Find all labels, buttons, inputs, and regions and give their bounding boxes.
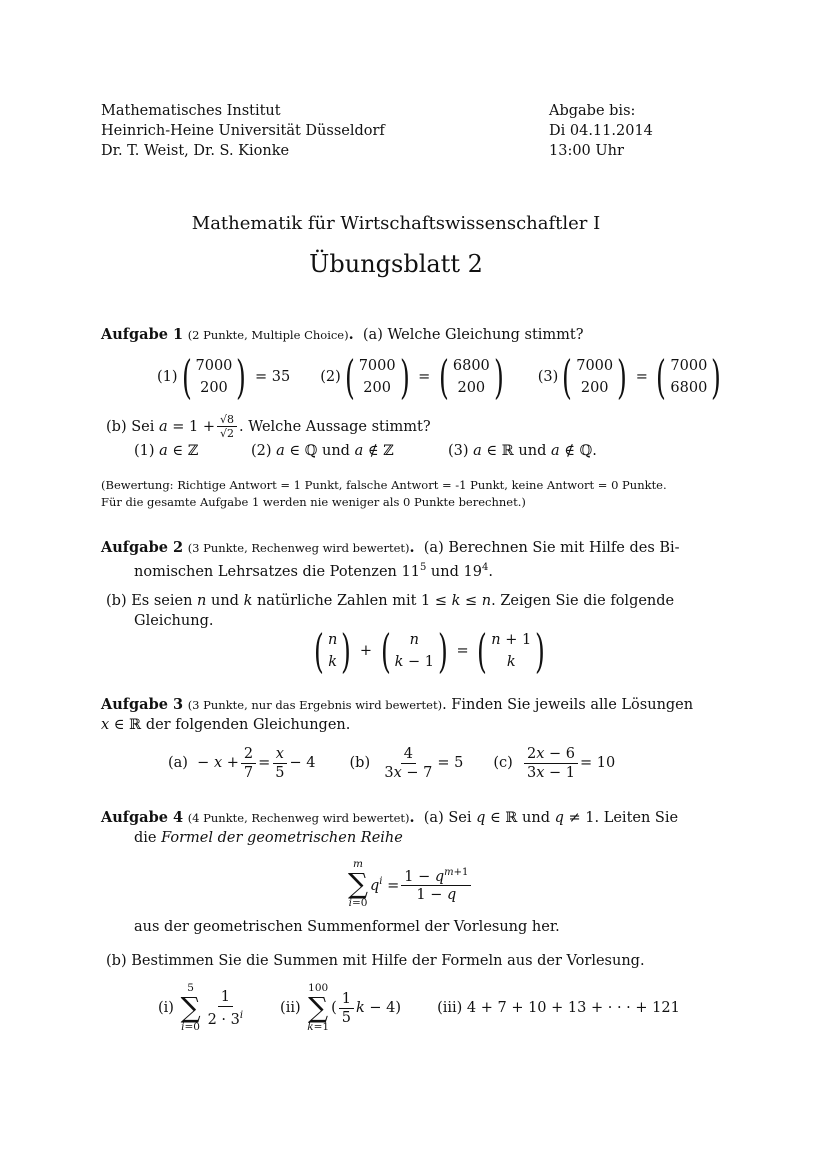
task1a-options: (1) ( 7000 200 ) = 35 (2) ( 7000 200 ) = ( 6800 200 ) (3) ( 7000 200 ) = ( 7000 6800 ) [157,350,722,404]
task2-heading: Aufgabe 2 (3 Punkte, Rechenweg wird bewertet). (a) Berechnen Sie mit Hilfe des Bi- [101,539,680,556]
task1-label: Aufgabe 1 [101,326,184,343]
sheet-title: Übungsblatt 2 [309,250,483,278]
course-title: Mathematik für Wirtschaftswissenschaftler I [191,213,601,234]
deadline-date: Di 04.11.2014 [549,123,653,139]
task2b-line1: (b) Es seien n und k natürliche Zahlen mit 1 ≤ k ≤ n. Zeigen Sie die folgende [106,593,675,609]
binom-7000-200: ( 7000 200 ) [181,350,247,404]
option-2: (2) [320,369,341,385]
deadline-time: 13:00 Uhr [549,143,624,159]
task1-meta: (2 Punkte, Multiple Choice) [187,328,349,342]
task2a-line2: nomischen Lehrsatzes die Potenzen $11^5$ und $19^4$. [134,562,493,580]
university: Heinrich-Heine Universität Düsseldorf [101,123,385,139]
option-3: (3) [537,369,559,385]
task2b-equation: ( n k ) + ( n k − 1 ) = ( n + 1 k ) [314,624,546,678]
task1b-line: (b) Sei a = 1 + $\frac{√8}{√2}$ . Welche Aussage stimmt? [106,413,431,440]
option-1: (1) [157,369,178,385]
task1b-options: (1) a ∈ ℤ (2) a ∈ ℚ und a ∉ ℤ (3) a ∈ ℝ und a ∉ ℚ. [134,443,597,459]
task1-heading: Aufgabe 1 (2 Punkte, Multiple Choice). (a) Welche Gleichung stimmt? [101,326,584,343]
task4-heading: Aufgabe 4 (4 Punkte, Rechenweg wird bewertet). (a) Sei q ∈ ℝ und q ≠ 1. Leiten Sie [101,809,679,826]
deadline-label: Abgabe bis: [549,103,636,119]
task3-line2: x ∈ ℝ der folgenden Gleichungen. [101,717,351,733]
header-right [549,101,653,161]
task3-heading: Aufgabe 3 (3 Punkte, nur das Ergebnis wird bewertet). Finden Sie jeweils alle Lösungen [101,696,694,713]
geometric-series-formula: m ∑ i=0 $q^i$ = $\frac{1 - q^{m+1}}{1 - q}$ [346,856,473,912]
institute: Mathematisches Institut [101,103,281,119]
task2b-line2: Gleichung. [134,613,214,629]
grading-note: (Bewertung: Richtige Antwort = 1 Punkt, falsche Antwort = -1 Punkt, keine Antwort = 0 Punkte. Für die gesamte Aufgabe 1 werden nie weniger als 0 Punkte berechnet.) [101,478,667,509]
task1a-question: (a) Welche Gleichung stimmt? [362,327,584,343]
task4a-line2: die Formel der geometrischen Reihe [134,830,403,846]
task4b-line: (b) Bestimmen Sie die Summen mit Hilfe der Formeln aus der Vorlesung. [106,953,645,969]
task4a-line3: aus der geometrischen Summenformel der Vorlesung her. [134,919,560,935]
task3-equations: (a) − x + $\frac{2}{7}$ = $\frac{x}{5}$ − 4 (b) $\frac{4}{3x - 7}$ = 5 (c) $\frac{2x - 6}{3x - 1}$ = 10 [168,745,616,781]
task4b-sums: (i) 5 ∑ i=0 $\frac{1}{2 \cdot 3^i}$ (ii) 100 ∑ k=1 ( $\frac{1}{5}$ k − 4) (iii) 4 + 7 + 10 + 13 + · · · + 121 [158,982,680,1033]
header-left [101,101,385,161]
lecturers: Dr. T. Weist, Dr. S. Kionke [101,143,290,159]
